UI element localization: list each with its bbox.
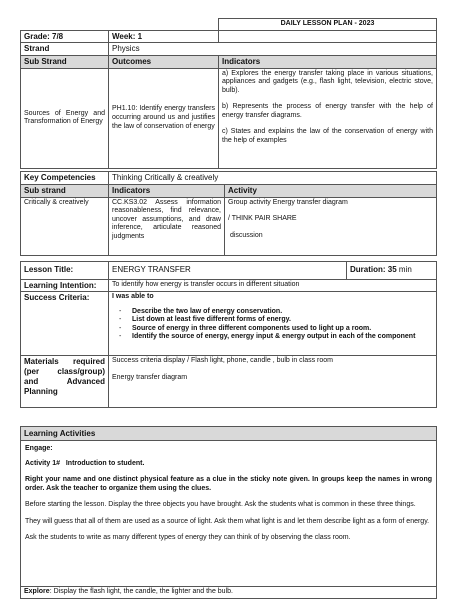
lesson-plan-header-table — [20, 18, 437, 169]
competency-sub-strand: Critically & creatively — [21, 197, 109, 255]
explore-row — [21, 587, 437, 599]
lesson-title-label: Lesson Title: — [21, 261, 109, 279]
activity-line-3: discussion — [228, 231, 263, 239]
document-title: DAILY LESSON PLAN - 2023 — [219, 19, 437, 31]
materials-cell — [109, 356, 437, 408]
success-criteria-cell — [109, 292, 437, 356]
engage-label: Engage: — [25, 445, 53, 452]
activity-line-1: Group activity Energy transfer diagram — [228, 198, 348, 206]
success-criteria-intro: I was able to — [112, 293, 154, 301]
strand-value: Physics — [109, 43, 437, 56]
activity-paragraph-3: Ask the students to write as many different types of energy they can think of by observing the class room. — [25, 534, 351, 542]
duration-value: 35 — [387, 265, 397, 275]
criteria-item: - Describe the two law of energy conservation. — [132, 308, 433, 316]
key-competencies-label: Key Competencies — [21, 172, 109, 185]
activities-body — [21, 441, 437, 587]
activity-line-2: / THINK PAIR SHARE — [228, 215, 297, 223]
indicators-header: Indicators — [219, 56, 437, 69]
explore-label: Explore — [24, 588, 50, 595]
key-competencies-value: Thinking Critically & creatively — [109, 172, 437, 185]
activity-col-header: Activity — [225, 184, 437, 197]
criteria-item: - Identify the source of energy, energy input & energy output in each of the component — [132, 333, 433, 341]
activity-1-title: Activity 1# Introduction to student. — [25, 459, 145, 467]
materials-line-2: Energy transfer diagram — [112, 373, 188, 381]
strand-label: Strand — [21, 43, 109, 56]
activity-paragraph-1: Before starting the lesson. Display the three objects you have brought. Ask the students what is common in these three things. — [25, 501, 416, 509]
indicator-a: a) Explores the energy transfer taking place in various situations, appliances and gadgets (e.g., flash light, television, electric stove, bulb). — [222, 69, 433, 94]
outcome-value: PH1.10: Identify energy transfers occurring around us and justifies the law of conservation of energy — [109, 68, 219, 168]
week-label: Week: 1 — [109, 30, 219, 43]
grade-label: Grade: 7/8 — [21, 30, 109, 43]
competencies-table — [20, 171, 437, 408]
materials-label: Materials required (per class/group) and Advanced Planning — [21, 356, 109, 408]
learning-intention-label: Learning Intention: — [21, 279, 109, 292]
criteria-item: - List down at least five different forms of energy. — [132, 316, 433, 324]
success-criteria-list — [112, 308, 433, 342]
indicator-c: c) States and explains the law of the conservation of energy with the help of examples — [222, 128, 433, 144]
indicator-b: b) Represents the process of energy transfer with the help of energy transfer diagrams. — [222, 103, 433, 119]
materials-line-1: Success criteria display / Flash light, phone, candle , bulb in class room — [112, 357, 333, 365]
criteria-item: - Source of energy in three different components used to light up a room. — [132, 325, 433, 333]
activity-paragraph-2: They will guess that all of them are used as a source of light. Ask them what light is and let them describe light as a form of energy. — [25, 517, 430, 525]
activity-instructions: Right your name and one distinct physical feature as a clue in the sticky note given. In groups keep the names in wrong order. Ask the teacher to organize them using the clues. — [25, 476, 432, 492]
sub-strand-header: Sub Strand — [21, 56, 109, 69]
lesson-title-value: ENERGY TRANSFER — [109, 261, 347, 279]
indicators-cell — [219, 68, 437, 168]
learning-activities-header: Learning Activities — [21, 427, 437, 441]
duration-cell — [347, 261, 437, 279]
activity-cell — [225, 197, 437, 255]
competency-indicator: CC.KS3.02 Assess information reasonableness, find relevance, uncover assumptions, and draw inference, articulate reasoned judgments — [109, 197, 225, 255]
duration-label: Duration: — [350, 265, 388, 275]
success-criteria-label: Success Criteria: — [21, 292, 109, 356]
sub-strand-col-header: Sub strand — [21, 184, 109, 197]
indicators-col-header: Indicators — [109, 184, 225, 197]
sub-strand-value: Sources of Energy and Transformation of Energy — [21, 68, 109, 168]
learning-activities-table — [20, 426, 437, 599]
explore-text: : Display the flash light, the candle, the lighter and the bulb. — [49, 588, 233, 595]
outcomes-header: Outcomes — [109, 56, 219, 69]
duration-unit: min — [396, 265, 412, 275]
learning-intention-value: To identify how energy is transfer occurs in different situation — [109, 279, 437, 292]
